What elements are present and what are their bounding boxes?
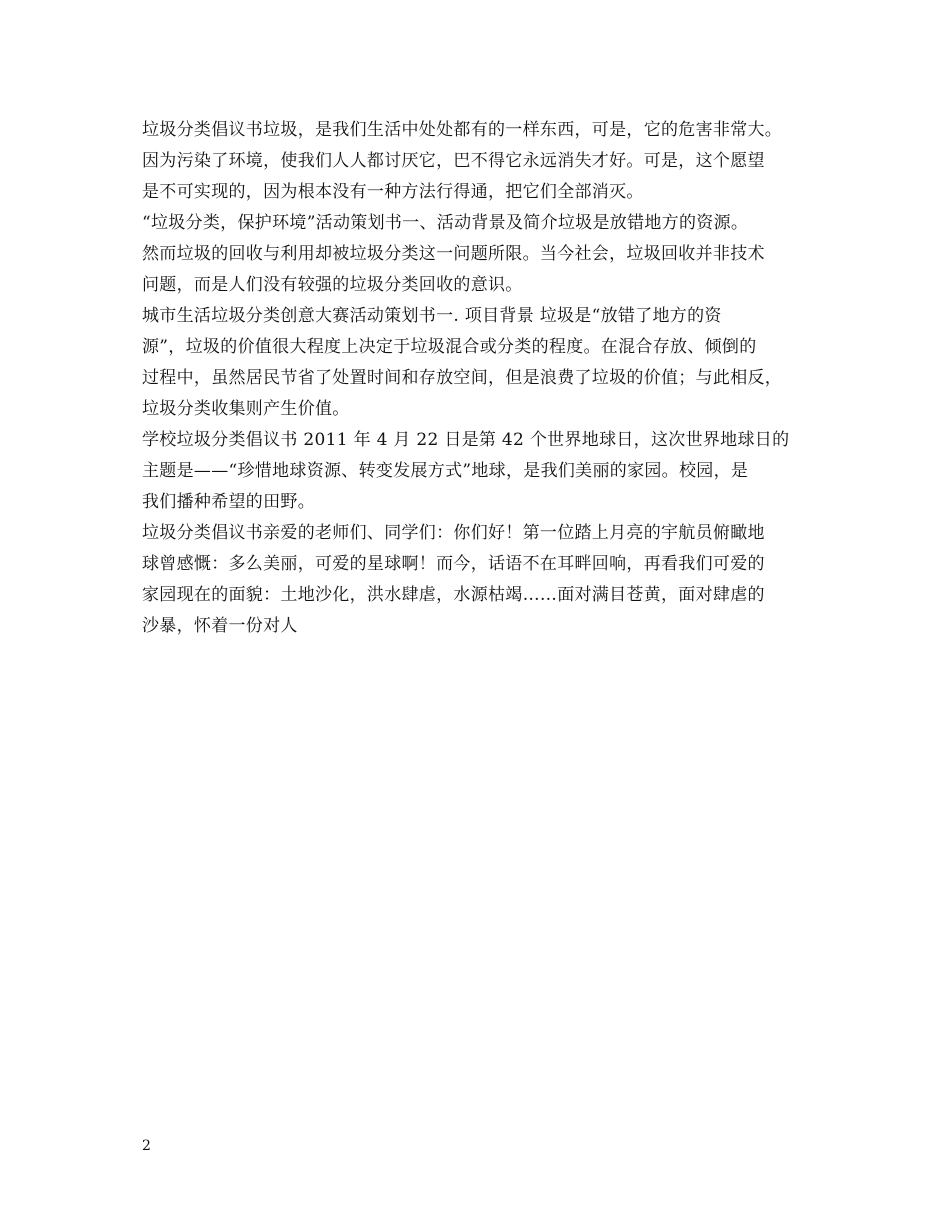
paragraph-activity-plan: [142, 208, 842, 301]
text-line: 过程中，虽然居民节省了处置时间和存放空间，但是浪费了垃圾的价值；与此相反，: [142, 368, 783, 388]
text-line: 垃圾分类倡议书垃圾，是我们生活中处处都有的一样东西，可是，它的危害非常大。: [142, 120, 783, 140]
text-line: 是不可实现的，因为根本没有一种方法行得通，把它们全部消灭。: [142, 182, 644, 202]
text-line: 然而垃圾的回收与利用却被垃圾分类这一问题所限。当今社会，垃圾回收并非技术: [142, 244, 765, 264]
text-line: 垃圾分类倡议书亲爱的老师们、同学们：你们好！第一位踏上月亮的宇航员俯瞰地: [142, 523, 765, 543]
text-line: 家园现在的面貌：土地沙化，洪水肆虐，水源枯竭……面对满目苍黄，面对肆虐的: [142, 585, 765, 605]
text-line: 因为污染了环境，使我们人人都讨厌它，巴不得它永远消失才好。可是，这个愿望: [142, 151, 765, 171]
text-line: 我们播种希望的田野。: [142, 492, 315, 512]
text-line: 球曾感慨：多么美丽，可爱的星球啊！而今，话语不在耳畔回响，再看我们可爱的: [142, 554, 765, 574]
text-line: 学校垃圾分类倡议书 2011 年 4 月 22 日是第 42 个世界地球日，这次世界地球日的: [142, 430, 790, 450]
text-line: 问题，而是人们没有较强的垃圾分类回收的意识。: [142, 275, 523, 295]
text-line: 城市生活垃圾分类创意大赛活动策划书一. 项目背景 垃圾是“放错了地方的资: [142, 306, 722, 326]
paragraph-creative-contest: [142, 301, 842, 425]
text-line: 主题是——“珍惜地球资源、转变发展方式”地球，是我们美丽的家园。校园，是: [142, 461, 749, 481]
text-line: 沙暴，怀着一份对人: [142, 616, 298, 636]
text-line: 垃圾分类收集则产生价值。: [142, 399, 350, 419]
paragraph-sorting-proposal: [142, 115, 842, 208]
page-number: 2: [142, 1138, 151, 1154]
text-line: “垃圾分类，保护环境”活动策划书一、活动背景及简介垃圾是放错地方的资源。: [142, 213, 749, 233]
paragraph-letter-to-teachers: [142, 518, 842, 642]
document-body: [142, 115, 842, 642]
text-line: 源”，垃圾的价值很大程度上决定于垃圾混合或分类的程度。在混合存放、倾倒的: [142, 337, 757, 357]
paragraph-school-proposal: [142, 425, 842, 518]
